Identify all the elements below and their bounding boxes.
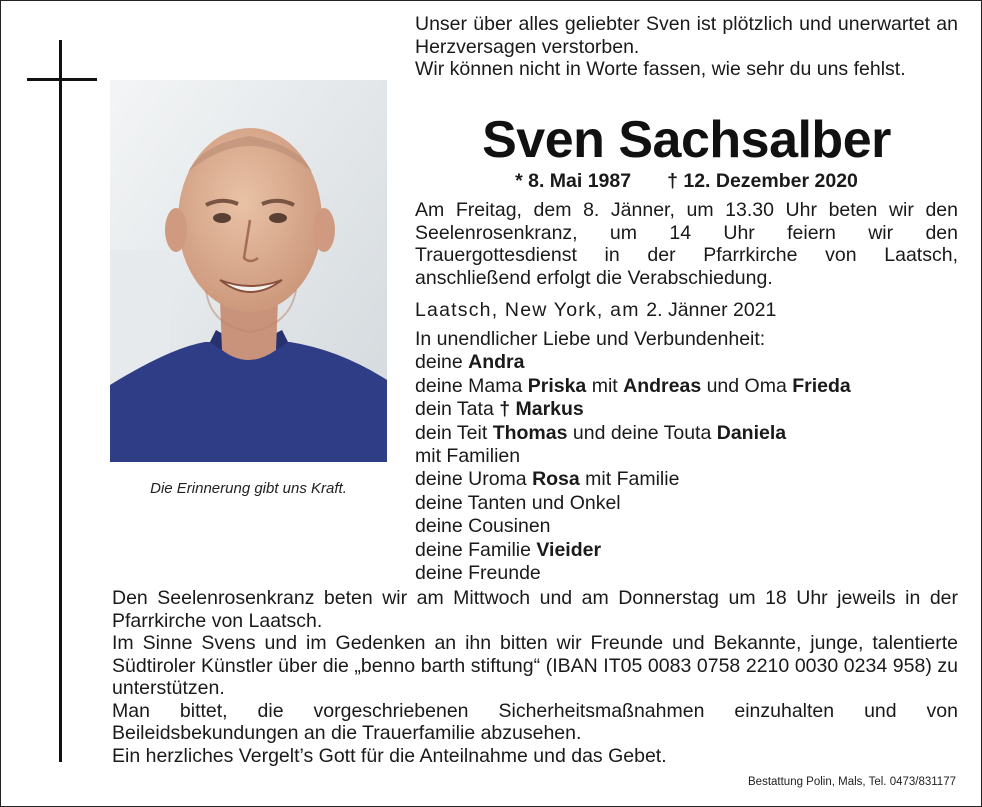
mourner-name: Vieider [536,538,602,561]
service-details: Am Freitag, dem 8. Jänner, um 13.30 Uhr beten wir den Seelenrosenkranz, um 14 Uhr feiern wir den Trauergottesdienst in der Pfarrkirche von Laatsch, anschließend erfolgt die Verabschiedung. [415,199,958,289]
donation-note: Im Sinne Svens und im Gedenken an ihn bitten wir Freunde und Bekannte, junge, talentierte Südtiroler Künstler über die „benno barth stiftung“ (IBAN IT05 0083 0758 2210 0030 0234 958) zu unterstützen. [112,632,958,699]
portrait-illustration [110,80,387,462]
closing-text [112,587,958,767]
mourner-text: und Oma [701,374,793,397]
deceased-name: Sven Sachsalber [482,111,891,169]
mourner-name: † Markus [499,398,584,421]
intro-text [415,13,958,81]
mourner-text: mit Familie [579,468,680,491]
mourner-line: deine Tanten und Onkel [415,491,621,514]
photo-caption: Die Erinnerung gibt uns Kraft. [150,480,347,497]
mourners-heading: In unendlicher Liebe und Verbundenheit: [415,328,766,350]
rosary-note: Den Seelenrosenkranz beten wir am Mittwoch und am Donnerstag um 18 Uhr jeweils in der Pfarrkirche von Laatsch. [112,587,958,632]
mourner-text: dein Tata [415,398,500,421]
birth-date: * 8. Mai 1987 [515,170,632,192]
safety-note: Man bittet, die vorgeschriebenen Sicherheitsmaßnahmen einzuhalten und von Beileidsbekundungen an die Trauerfamilie abzusehen. [112,699,958,744]
mourner-line: mit Familien [415,445,521,468]
funeral-home-credit: Bestattung Polin, Mals, Tel. 0473/831177 [748,776,956,788]
mourner-line [415,422,851,445]
mourner-text: deine Mama [415,374,528,397]
portrait-photo [110,80,387,462]
mourner-name: Rosa [532,468,580,491]
place-and-date [415,299,776,322]
intro-line-1: Unser über alles geliebter Sven ist plötzlich und unerwartet an Herzversagen verstorben. [415,13,958,58]
mourners-list [415,328,851,585]
mourner-text: deine Familie [415,538,537,561]
mourner-text: deine Uroma [415,468,533,491]
mourner-name: Thomas [492,421,568,444]
intro-line-2: Wir können nicht in Worte fassen, wie sehr du uns fehlst. [415,58,906,80]
cross-horizontal-bar [27,78,97,81]
mourner-name: Andra [468,351,525,374]
notice-date: 2. Jänner 2021 [646,299,777,321]
mourner-line [415,539,851,562]
mourner-text: mit [586,374,624,397]
place-text: Laatsch, New York, am [415,299,640,321]
mourner-line: deine Cousinen [415,515,551,538]
mourner-text: dein Teit [415,421,493,444]
mourner-text: und deine Touta [567,421,717,444]
mourner-line [415,375,851,398]
cross-vertical-bar [59,40,62,762]
mourner-name: Frieda [792,374,851,397]
mourner-text: deine [415,351,469,374]
mourner-line [415,398,851,421]
mourner-line [415,351,851,374]
mourner-name: Priska [527,374,587,397]
death-date: † 12. Dezember 2020 [667,170,858,192]
mourner-line [415,468,851,491]
thanks-note: Ein herzliches Vergelt’s Gott für die Anteilnahme und das Gebet. [112,744,667,767]
mourner-name: Andreas [623,374,702,397]
mourner-name: Daniela [716,421,787,444]
life-dates [415,170,958,193]
mourner-line: deine Freunde [415,562,541,585]
